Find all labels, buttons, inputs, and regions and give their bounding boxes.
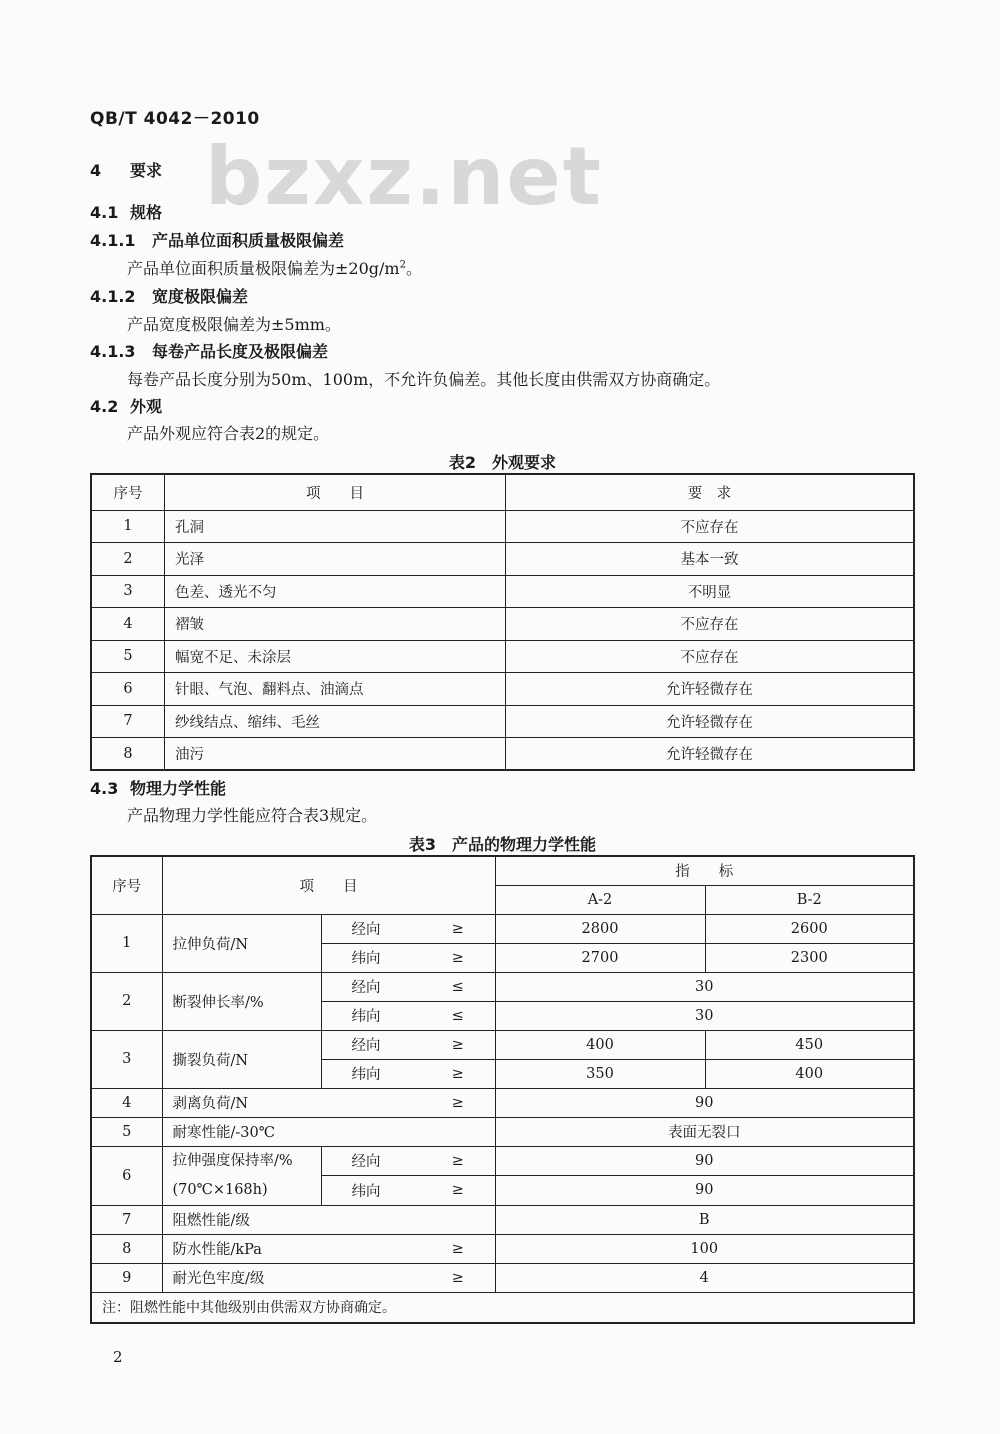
table-cell: 不应存在: [506, 608, 915, 641]
header-cell: 指 标: [495, 856, 914, 885]
table-cell: 2800: [495, 914, 705, 943]
table-cell: ≥: [421, 1030, 495, 1059]
section-4-heading: 4 要求: [90, 161, 163, 180]
table-cell: 9: [91, 1263, 162, 1292]
table-cell: 450: [705, 1030, 914, 1059]
table-cell: 6: [91, 673, 165, 706]
table-cell: 2: [91, 543, 165, 576]
table-row: [91, 1146, 914, 1176]
section-4-1-1-heading: 4.1.1 产品单位面积质量极限偏差: [90, 231, 345, 250]
section-4-1-heading: 4.1 规格: [90, 203, 163, 222]
table-cell: 4: [495, 1263, 914, 1292]
table-cell: 经向: [321, 972, 421, 1001]
table-cell: 色差、透光不匀: [165, 575, 506, 608]
document-code: QB/T 4042－2010: [90, 109, 260, 129]
table-row: [91, 543, 914, 576]
table-3-caption: 表3 产品的物理力学性能: [408, 835, 597, 854]
table-cell: ≥: [421, 1088, 495, 1117]
table-cell: ≥: [421, 1234, 495, 1263]
header-cell: 序号: [91, 474, 165, 510]
table-cell: 拉伸负荷/N: [162, 914, 321, 972]
table-row: [91, 575, 914, 608]
table-cell: 1: [91, 510, 165, 543]
table-cell: 撕裂负荷/N: [162, 1030, 321, 1088]
table-cell: 基本一致: [506, 543, 915, 576]
table-cell: 纬向: [321, 1001, 421, 1030]
appearance-table: [90, 473, 915, 771]
table-cell: 4: [91, 608, 165, 641]
table-cell: 剥离负荷/N: [162, 1088, 421, 1117]
table-cell: 90: [495, 1146, 914, 1176]
table-cell: 7: [91, 705, 165, 738]
table-note: 注：阻燃性能中其他级别由供需双方协商确定。: [91, 1292, 914, 1323]
table-cell: 断裂伸长率/%: [162, 972, 321, 1030]
section-4-1-2-heading: 4.1.2 宽度极限偏差: [90, 287, 249, 306]
table-cell: 允许轻微存在: [506, 705, 915, 738]
header-cell: 要 求: [506, 474, 915, 510]
table-header-row: [91, 856, 914, 885]
table-cell: 纬向: [321, 1059, 421, 1088]
section-4-2-text: 产品外观应符合表2的规定。: [127, 424, 330, 443]
section-4-1-1-text: 产品单位面积质量极限偏差为$\pm 20g/m^2$。: [127, 259, 422, 278]
table-cell: 耐寒性能/-30℃: [162, 1117, 495, 1146]
table-row: [91, 510, 914, 543]
table-row: [91, 673, 914, 706]
table-cell: 7: [91, 1205, 162, 1234]
table-cell: ≥: [421, 1263, 495, 1292]
header-cell: 项 目: [165, 474, 506, 510]
table-cell: 3: [91, 575, 165, 608]
section-4-1-3-heading: 4.1.3 每卷产品长度及极限偏差: [90, 342, 329, 361]
table-cell: 幅宽不足、未涂层: [165, 640, 506, 673]
table-cell: 90: [495, 1176, 914, 1206]
table-cell: 4: [91, 1088, 162, 1117]
table-cell: 100: [495, 1234, 914, 1263]
table-cell: ≤: [421, 1001, 495, 1030]
section-4-1-2-text: 产品宽度极限偏差为±5mm。: [127, 315, 341, 334]
table-row: [91, 640, 914, 673]
table-cell: 纱线结点、缩纬、毛丝: [165, 705, 506, 738]
table-cell: 阻燃性能/级: [162, 1205, 495, 1234]
table-row: [91, 1263, 914, 1292]
table-cell: 褶皱: [165, 608, 506, 641]
header-cell: A-2: [495, 885, 705, 914]
table-cell: 纬向: [321, 1176, 421, 1206]
table-cell: 孔洞: [165, 510, 506, 543]
header-cell: B-2: [705, 885, 914, 914]
table-cell: 90: [495, 1088, 914, 1117]
table-row: [91, 1234, 914, 1263]
table-cell: 400: [495, 1030, 705, 1059]
table-cell: 纬向: [321, 943, 421, 972]
table-row: [91, 1205, 914, 1234]
table-cell: 5: [91, 640, 165, 673]
table-cell: 表面无裂口: [495, 1117, 914, 1146]
table-cell: ≤: [421, 972, 495, 1001]
physical-properties-table: [90, 855, 915, 1324]
table-row: [91, 705, 914, 738]
section-4-2-heading: 4.2 外观: [90, 397, 163, 416]
table-cell: 允许轻微存在: [506, 738, 915, 771]
table-cell: 400: [705, 1059, 914, 1088]
table-row: [91, 738, 914, 771]
table-cell: 6: [91, 1146, 162, 1205]
table-row: [91, 1117, 914, 1146]
table-cell: 耐光色牢度/级: [162, 1263, 421, 1292]
table-cell: 允许轻微存在: [506, 673, 915, 706]
table-cell: 拉伸强度保持率/% (70℃×168h): [162, 1146, 321, 1205]
table-cell: 防水性能/kPa: [162, 1234, 421, 1263]
table-row: [91, 972, 914, 1001]
table-cell: 2700: [495, 943, 705, 972]
table-cell: 350: [495, 1059, 705, 1088]
table-cell: 1: [91, 914, 162, 972]
table-cell: 经向: [321, 1030, 421, 1059]
table-cell: 5: [91, 1117, 162, 1146]
table-cell: 针眼、气泡、翻料点、油滴点: [165, 673, 506, 706]
table-cell: 油污: [165, 738, 506, 771]
table-cell: 8: [91, 1234, 162, 1263]
header-cell: 序号: [91, 856, 162, 914]
table-cell: 30: [495, 972, 914, 1001]
table-header-row: [91, 474, 914, 510]
table-cell: 经向: [321, 1146, 421, 1176]
table-cell: ≥: [421, 1059, 495, 1088]
table-cell: 不应存在: [506, 510, 915, 543]
table-cell: 不明显: [506, 575, 915, 608]
table-cell: ≥: [421, 914, 495, 943]
table-row: [91, 1088, 914, 1117]
table-cell: 2300: [705, 943, 914, 972]
table-cell: 3: [91, 1030, 162, 1088]
watermark: bzxz.net: [205, 130, 603, 223]
section-4-3-heading: 4.3 物理力学性能: [90, 779, 227, 798]
table-cell: 30: [495, 1001, 914, 1030]
table-2-caption: 表2 外观要求: [448, 453, 557, 472]
table-cell: ≥: [421, 1146, 495, 1176]
table-row: [91, 1030, 914, 1059]
header-cell: 项 目: [162, 856, 495, 914]
table-cell: 经向: [321, 914, 421, 943]
section-4-1-3-text: 每卷产品长度分别为50m、100m，不允许负偏差。其他长度由供需双方协商确定。: [127, 370, 721, 389]
table-cell: ≥: [421, 1176, 495, 1206]
section-4-3-text: 产品物理力学性能应符合表3规定。: [127, 806, 378, 825]
table-cell: 2: [91, 972, 162, 1030]
table-cell: 2600: [705, 914, 914, 943]
table-cell: 光泽: [165, 543, 506, 576]
table-note-row: [91, 1292, 914, 1323]
table-row: [91, 914, 914, 943]
table-row: [91, 608, 914, 641]
table-cell: 8: [91, 738, 165, 771]
table-cell: B: [495, 1205, 914, 1234]
page-number: 2: [113, 1348, 123, 1366]
table-cell: 不应存在: [506, 640, 915, 673]
table-cell: ≥: [421, 943, 495, 972]
